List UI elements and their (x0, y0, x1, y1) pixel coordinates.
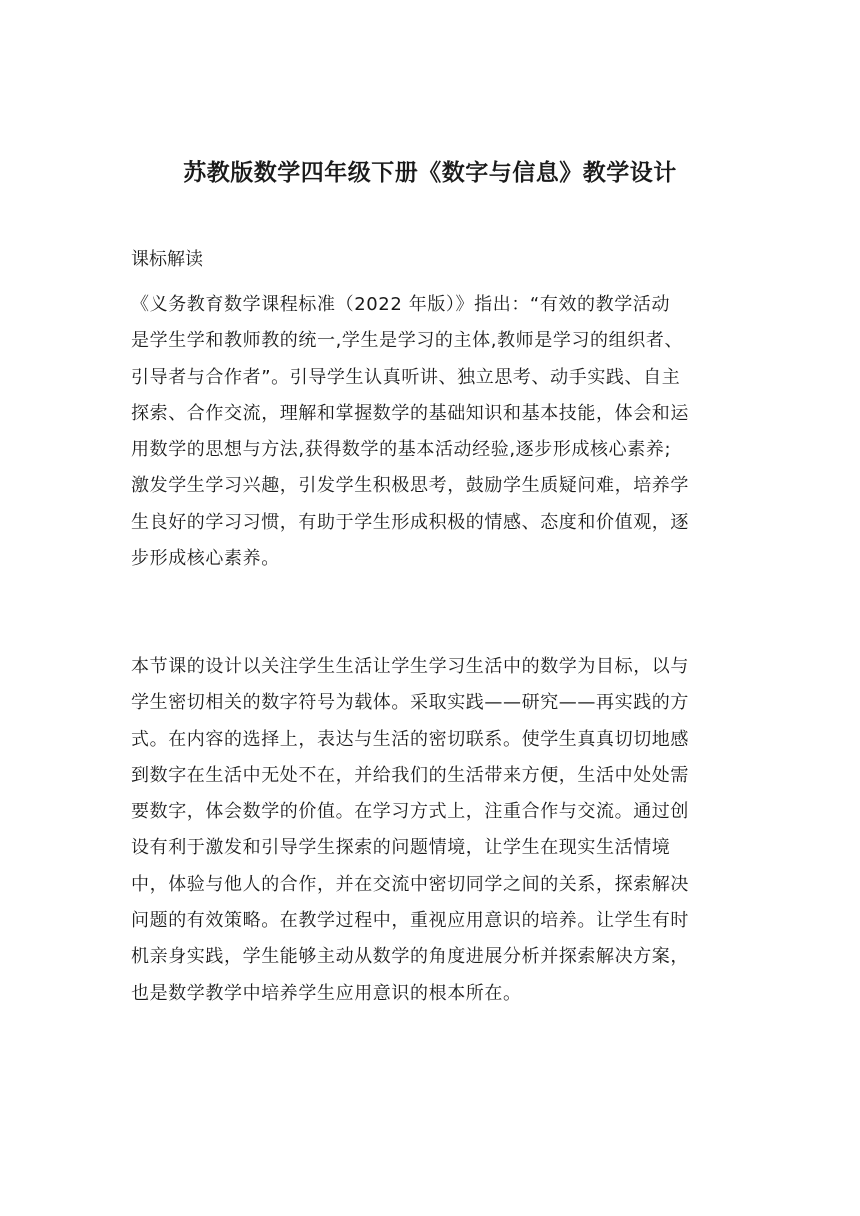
paragraph-line: 设有利于激发和引导学生探索的问题情境，让学生在现实生活情境 (131, 837, 671, 859)
paragraph-line: 机亲身实践，学生能够主动从数学的角度进展分析并探索解决方案， (131, 946, 689, 968)
paragraph-line: 要数字，体会数学的价值。在学习方式上，注重合作与交流。通过创 (131, 801, 689, 823)
paragraph-line: 引导者与合作者”。引导学生认真听讲、独立思考、动手实践、自主 (131, 366, 681, 388)
paragraph-line: 也是数学教学中培养学生应用意识的根本所在。 (131, 982, 522, 1004)
paragraph-line: 到数字在生活中无处不在，并给我们的生活带来方便，生活中处处需 (131, 764, 689, 786)
paragraph-line: 激发学生学习兴趣，引发学生积极思考，鼓励学生质疑问难，培养学 (131, 475, 689, 497)
paragraph-line: 《义务教育数学课程标准（2022 年版）》指出：“有效的教学活动 (131, 294, 671, 315)
paragraph-lesson-design (131, 649, 731, 1012)
paragraph-line: 用数学的思想与方法,获得数学的基本活动经验,逐步形成核心素养; (131, 439, 672, 461)
paragraph-line: 中，体验与他人的合作，并在交流中密切同学之间的关系，探索解决 (131, 873, 689, 895)
paragraph-line: 探索、合作交流，理解和掌握数学的基础知识和基本技能，体会和运 (131, 402, 689, 424)
section-heading: 课标解读 (131, 249, 203, 270)
paragraph-line: 本节课的设计以关注学生生活让学生学习生活中的数学为目标，以与 (131, 656, 689, 677)
paragraph-line: 问题的有效策略。在教学过程中，重视应用意识的培养。让学生有时 (131, 910, 689, 932)
paragraph-line: 学生密切相关的数字符号为载体。采取实践——研究——再实践的方 (131, 692, 689, 714)
paragraph-curriculum-standard (131, 287, 731, 577)
paragraph-line: 式。在内容的选择上，表达与生活的密切联系。使学生真真切切地感 (131, 728, 689, 750)
paragraph-line: 生良好的学习习惯，有助于学生形成积极的情感、态度和价值观，逐 (131, 511, 689, 533)
paragraph-line: 步形成核心素养。 (131, 548, 280, 570)
paragraph-line: 是学生学和教师教的统一,学生是学习的主体,教师是学习的组织者、 (131, 330, 684, 352)
document-title: 苏教版数学四年级下册《数字与信息》教学设计 (183, 160, 677, 186)
